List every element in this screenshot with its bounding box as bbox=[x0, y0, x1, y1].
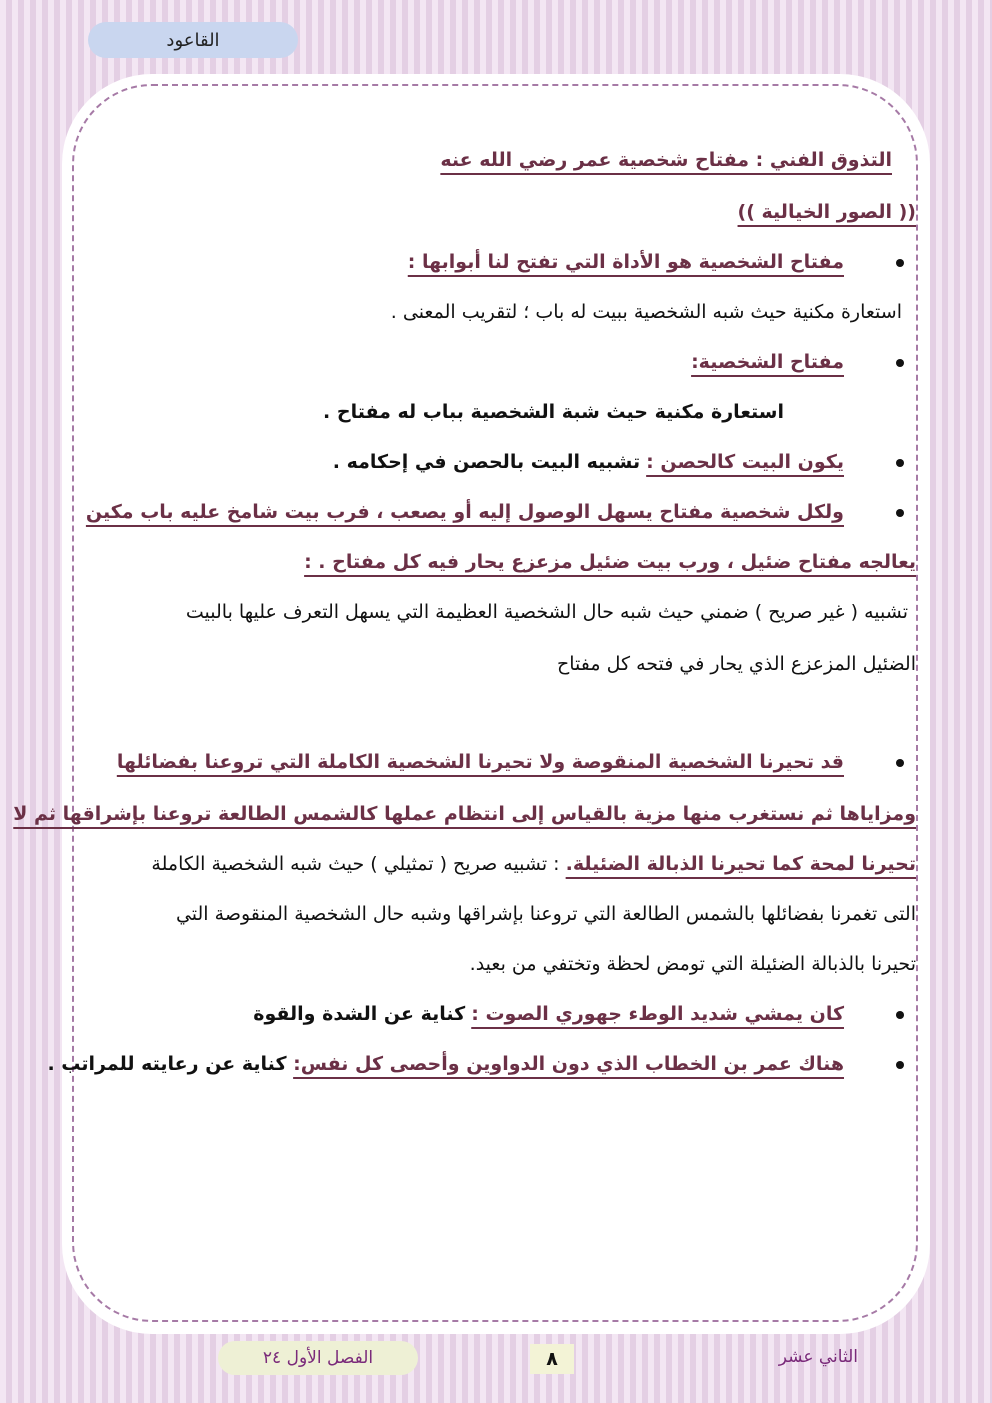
bullet-6-heading: كان يمشي شديد الوطء جهوري الصوت : bbox=[471, 1003, 844, 1025]
bullet-6-text bbox=[253, 1002, 844, 1026]
bullet-5-explanation-3: تحيرنا بالذبالة الضئيلة التي تومض لحظة وتختفي من بعيد. bbox=[469, 953, 916, 975]
bullet-5 bbox=[78, 750, 904, 776]
bullet-dot bbox=[896, 359, 904, 367]
bullet-4-explanation-1: تشبيه ( غير صريح ) ضمني حيث شبه حال الشخصية العظيمة التي يسهل التعرف عليها بالبيت bbox=[185, 601, 908, 623]
bullet-6 bbox=[78, 1002, 904, 1028]
bullet-5-line-2: ومزاياها ثم نستغرب منها مزية بالقياس إلى انتظام عملها كالشمس الطالعة تروعنا بإشراقها ثم لا bbox=[13, 803, 916, 825]
bullet-6-explanation: كناية عن الشدة والقوة bbox=[253, 1003, 466, 1025]
bullet-1-heading: مفتاح الشخصية هو الأداة التي تفتح لنا أبوابها : bbox=[407, 251, 844, 273]
bullet-dot bbox=[896, 509, 904, 517]
bullet-dot bbox=[896, 259, 904, 267]
bullet-dot bbox=[896, 459, 904, 467]
bullet-dot bbox=[896, 1061, 904, 1069]
bullet-1 bbox=[78, 250, 904, 276]
bullet-3-text bbox=[333, 450, 844, 474]
bullet-4-explanation-2: الضئيل المزعزع الذي يحار في فتحه كل مفتاح bbox=[557, 653, 916, 675]
bullet-3-explanation: تشبيه البيت بالحصن في إحكامه . bbox=[332, 451, 641, 473]
bullet-4-line-1: ولكل شخصية مفتاح يسهل الوصول إليه أو يصعب ، فرب بيت شامخ عليه باب مكين bbox=[85, 501, 844, 523]
bullet-7 bbox=[47, 1052, 904, 1078]
bullet-7-heading: هناك عمر بن الخطاب الذي دون الدواوين وأحصى كل نفس: bbox=[293, 1053, 844, 1075]
page-number-value: ٨ bbox=[546, 1348, 558, 1370]
header-tab-label: القاعود bbox=[166, 29, 220, 51]
bullet-4 bbox=[78, 500, 904, 526]
bullet-3 bbox=[78, 450, 904, 476]
bullet-2-heading: مفتاح الشخصية: bbox=[691, 351, 844, 373]
bullet-1-explanation: استعارة مكنية حيث شبه الشخصية ببيت له باب ؛ لتقريب المعنى . bbox=[390, 301, 902, 323]
footer-term-tab bbox=[218, 1341, 418, 1375]
bullet-5-line-3-explanation: : تشبيه صريح ( تمثيلي ) حيث شبه الشخصية الكاملة bbox=[151, 853, 566, 875]
bullet-2-explanation: استعارة مكنية حيث شبة الشخصية بباب له مفتاح . bbox=[323, 401, 784, 423]
bullet-2 bbox=[78, 350, 904, 376]
lesson-title: التذوق الفني : مفتاح شخصية عمر رضي الله عنه bbox=[440, 149, 892, 171]
bullet-3-heading: يكون البيت كالحصن : bbox=[646, 451, 844, 473]
bullet-5-line-1: قد تحيرنا الشخصية المنقوصة ولا تحيرنا الشخصية الكاملة التي تروعنا بفضائلها bbox=[116, 751, 844, 773]
section-subtitle: (( الصور الخيالية )) bbox=[737, 201, 916, 223]
bullet-dot bbox=[896, 759, 904, 767]
page-number bbox=[530, 1344, 574, 1374]
bullet-5-line-3-heading: تحيرنا لمحة كما تحيرنا الذبالة الضئيلة. bbox=[565, 853, 916, 875]
header-tab bbox=[88, 22, 298, 58]
footer-term: الفصل الأول ٢٤ bbox=[262, 1348, 374, 1368]
bullet-dot bbox=[896, 1011, 904, 1019]
bullet-5-explanation-2: التى تغمرنا بفضائلها بالشمس الطالعة التي تروعنا بإشراقها وشبه حال الشخصية المنقوصة التي bbox=[175, 903, 916, 925]
bullet-5-line-3 bbox=[151, 852, 916, 876]
footer-grade: الثاني عشر bbox=[778, 1347, 858, 1367]
bullet-7-explanation: كناية عن رعايته للمراتب . bbox=[47, 1053, 294, 1075]
bullet-7-text bbox=[47, 1052, 844, 1076]
bullet-4-line-2: يعالجه مفتاح ضئيل ، ورب بيت ضئيل مزعزع يحار فيه كل مفتاح . : bbox=[304, 551, 916, 573]
